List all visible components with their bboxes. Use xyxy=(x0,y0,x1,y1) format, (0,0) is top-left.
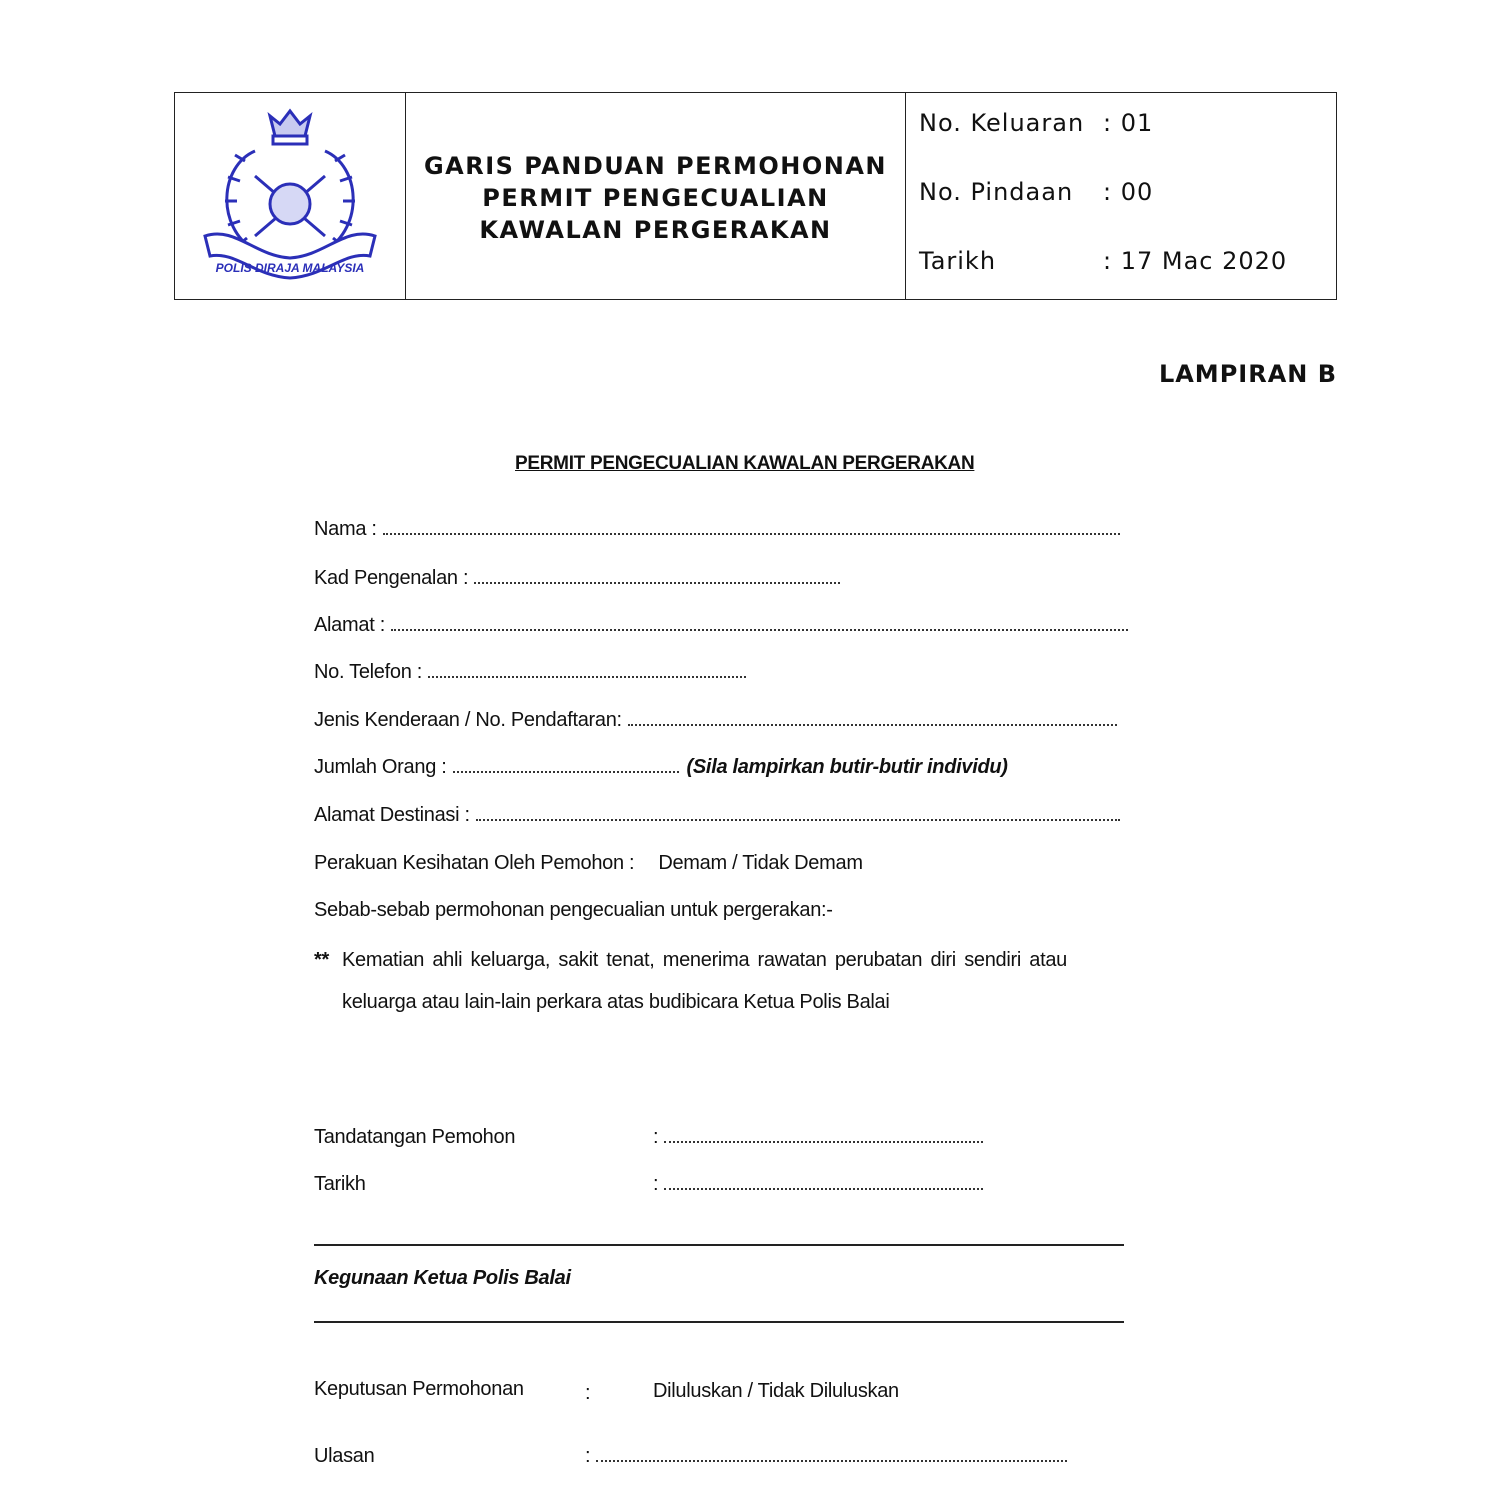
ulasan-label: Ulasan xyxy=(314,1445,375,1467)
meta-label: Tarikh xyxy=(919,247,997,275)
svg-text:POLIS DIRAJA MALAYSIA: POLIS DIRAJA MALAYSIA xyxy=(215,261,365,275)
fill-line[interactable] xyxy=(474,568,840,584)
fill-line[interactable] xyxy=(664,1127,983,1143)
tarikh-label: Tarikh xyxy=(314,1173,366,1195)
field-jumlah-orang[interactable] xyxy=(314,756,1008,779)
field-alamat[interactable] xyxy=(314,614,1128,637)
sebab-label: Sebab-sebab permohonan pengecualian untuk pergerakan:- xyxy=(314,899,833,921)
meta-row-keluaran xyxy=(919,109,1336,178)
fill-line[interactable] xyxy=(453,757,679,773)
tandatangan-label: Tandatangan Pemohon xyxy=(314,1126,516,1148)
document-meta xyxy=(906,93,1336,299)
fill-line[interactable] xyxy=(476,805,1120,821)
meta-label: No. Keluaran xyxy=(919,109,1085,137)
colon: : xyxy=(585,1445,591,1467)
meta-value: : 17 Mac 2020 xyxy=(1103,247,1288,275)
bullet-marker: ** xyxy=(314,949,329,971)
document-title xyxy=(406,93,906,299)
keputusan-label: Keputusan Permohonan xyxy=(314,1378,524,1400)
form-title: PERMIT PENGECUALIAN KAWALAN PERGERAKAN xyxy=(515,453,975,474)
sebab-text-cont: keluarga atau lain-lain perkara atas budibicara Ketua Polis Balai xyxy=(342,991,890,1013)
field-alamat-destinasi[interactable] xyxy=(314,804,1120,827)
field-label: Kad Pengenalan : xyxy=(314,567,469,589)
field-label: Jenis Kenderaan / No. Pendaftaran: xyxy=(314,709,622,731)
colon: : xyxy=(585,1382,591,1404)
document-header xyxy=(174,92,1337,300)
meta-label: No. Pindaan xyxy=(919,178,1074,206)
field-options: Demam / Tidak Demam xyxy=(658,852,863,874)
meta-row-tarikh xyxy=(919,247,1336,316)
field-note: (Sila lampirkan butir-butir individu) xyxy=(686,756,1008,778)
fill-line[interactable] xyxy=(664,1174,983,1190)
ulasan-field[interactable] xyxy=(585,1445,1067,1468)
field-label: Nama : xyxy=(314,518,377,540)
field-nama[interactable] xyxy=(314,518,1120,541)
sebab-item xyxy=(314,949,1067,972)
fill-line[interactable] xyxy=(391,615,1128,631)
tarikh-field[interactable] xyxy=(653,1173,983,1196)
divider xyxy=(314,1321,1124,1323)
field-label: No. Telefon : xyxy=(314,661,423,683)
kegunaan-heading: Kegunaan Ketua Polis Balai xyxy=(314,1267,571,1289)
field-kad-pengenalan[interactable] xyxy=(314,567,840,590)
title-line: KAWALAN PERGERAKAN xyxy=(479,216,832,244)
field-perakuan xyxy=(314,852,863,875)
colon: : xyxy=(653,1173,659,1195)
tandatangan-field[interactable] xyxy=(653,1126,983,1149)
sebab-text: Kematian ahli keluarga, sakit tenat, menerima rawatan perubatan diri sendiri atau xyxy=(342,949,1067,971)
field-label: Jumlah Orang : xyxy=(314,756,447,778)
meta-row-pindaan xyxy=(919,178,1336,247)
lampiran-label: LAMPIRAN B xyxy=(1158,360,1337,388)
fill-line[interactable] xyxy=(596,1446,1067,1462)
police-crest-logo xyxy=(175,93,406,299)
field-telefon[interactable] xyxy=(314,661,746,684)
fill-line[interactable] xyxy=(383,519,1120,535)
title-line: PERMIT PENGECUALIAN xyxy=(482,184,829,212)
field-label: Alamat Destinasi : xyxy=(314,804,470,826)
title-line: GARIS PANDUAN PERMOHONAN xyxy=(423,152,888,180)
divider xyxy=(314,1244,1124,1246)
crest-icon xyxy=(195,106,385,286)
field-label: Perakuan Kesihatan Oleh Pemohon : xyxy=(314,852,635,874)
fill-line[interactable] xyxy=(428,662,746,678)
keputusan-options: Diluluskan / Tidak Diluluskan xyxy=(653,1380,899,1402)
meta-value: : 01 xyxy=(1103,109,1154,137)
fill-line[interactable] xyxy=(628,710,1117,726)
colon: : xyxy=(653,1126,659,1148)
meta-value: : 00 xyxy=(1103,178,1154,206)
field-kenderaan[interactable] xyxy=(314,709,1117,732)
field-label: Alamat : xyxy=(314,614,385,636)
